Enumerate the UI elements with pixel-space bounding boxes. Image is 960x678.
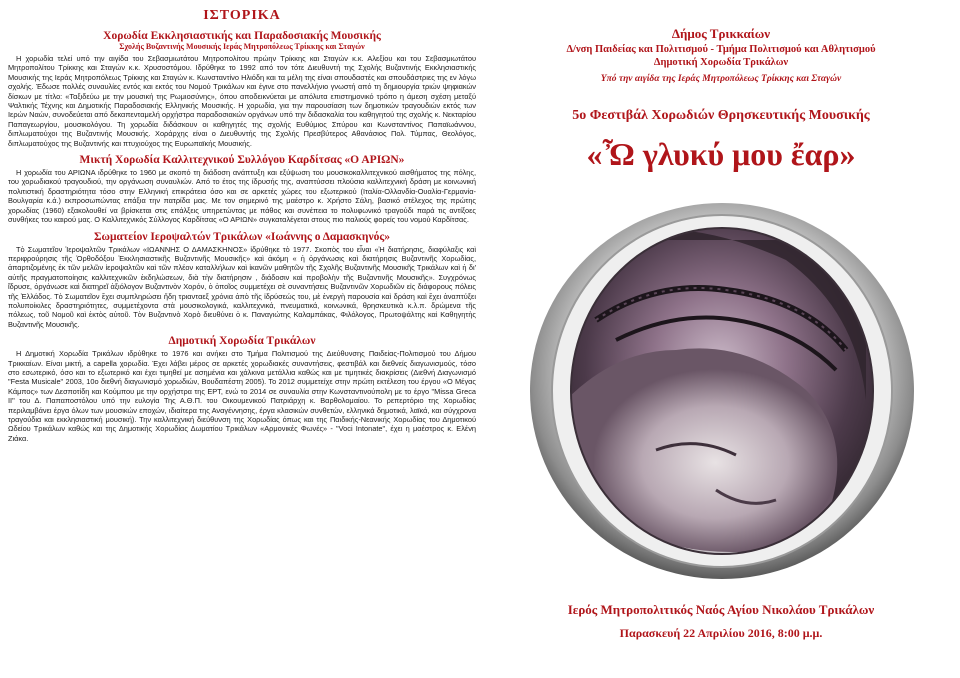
history-heading: ΙΣΤΟΡΙΚΑ (203, 8, 281, 23)
section-title: Μικτή Χορωδία Καλλιτεχνικού Συλλόγου Καρδίτσας «Ο ΑΡΙΩΝ» (79, 154, 405, 167)
history-column (8, 8, 476, 668)
auspices-line: Υπό την αιγίδα της Ιεράς Μητροπόλεως Τρίκκης και Σταγών (600, 74, 842, 84)
section-text: Η Δημοτική Χορωδία Τρικάλων ιδρύθηκε το 1976 και ανήκει στο Τμήμα Πολιτισμού της Διεύθυνσης Παιδείας-Πολιτισμού του Δήμου Τρικκαίων. Είναι μικτή, a capella χορωδία. Έχει λάβει μέρος σε αρκετές χορωδιακές συναντήσεις, φεστιβάλ και διεθνείς διαγωνισμούς, τόσο στο εσωτερικό, όσο και το εξωτερικό και έχει τιμηθεί με ασημένια και χάλκινα μετάλλια καθώς και με τιμητικές διακρίσεις (Διεθνή Διαγωνισμό "Festa Musicale" 2003, 10ο διεθνή διαγωνισμό χορωδιών, Βουδαπέστη 2005). Το 2012 συμμετείχε στην πρώτη εκτέλεση του έργου «Ο Μέγας Κάμπος» των Δεσποτίδη και Κούμπου με την ορχήστρα της ΕΡΤ, ενώ το 2014 σε συναυλία στην Κωνσταντινούπολη με το έργο "Missa Greca II" του Δ. Παπαποστόλου υπό την ευλογία Της Α.Θ.Π. του Οικουμενικού Πατριάρχη κ. Βαρθολομαίου. Το ρεπερτόριο της Χορωδίας περιλαμβάνει έργα όλων των μουσικών εποχών, ιδιαίτερα της Αναγέννησης, έργα κλασικών συνθετών, ελληνικά δημοτικά, λαϊκά, και σύγχρονα τραγούδια και εκκλησιαστική μουσική). Την καλλιτεχνική διεύθυνση της Χορωδίας όπως και της Παιδικής-Νεανικής Χορωδίας του Δημοτικού Ωδείου Τρικάλων καθώς και της Δημοτικής Χορωδίας Δωματίου Τρικάλων «Αρμονικές Φωνές» - "Voci Intonate", έχει η μαέστρος κ. Ελένη Ζιάκα. (8, 349, 476, 443)
section-psaltes-choir (8, 231, 476, 330)
section-text: Η χορωδία τελεί υπό την αιγίδα του Σεβασμιωτάτου Μητροπολίτου πρώην Τρίκκης και Σταγών κ.κ. Αλεξίου και του Σεβασμιωτάτου Μητροπολίτου Τρίκκης και Σταγών κ.κ. Χρυσοστόμου. Ιδρύθηκε το 1992 από τον τότε Διευθυντή της Σχολής Βυζαντινής Εκκλησιαστικής Μουσικής της Ιεράς Μητροπόλεως Τρίκκης και Σταγών κ. Κωνσταντίνο Ηλιόδη και τα μέλη της είναι σπουδαστές και σπουδάστριες της εν λόγω σχολής. Έδωσε πολλές συναυλίες εντός και εκτός του Νομού Τρικάλων και έγινε στο πανελλήνιο γνωστή από τη δημιουργία τριών ψηφιακών δίσκων με τίτλο: «Ταξιδεύω με την μουσική της Ρωμιοσύνης», όπου αποδεικνύεται με απόλυτα επιστημονικό τρόπο η άμεση σχέση μεταξύ Ψαλτικής Τέχνης και Δημοτικής Παραδοσιακής Ελληνικής Μουσικής. Η χορωδία, για την παρουσίαση των δημοτικών τραγουδιών εκτός των Ιερών Ναών, συνοδεύεται από δεκαπενταμελή ορχήστρα παραδοσιακών οργάνων υπό την διδασκαλία του καθηγητού της σχολής κ. Νεκταρίου Παπαγεωργίου, μουσικολόγου. Τη χορωδία διδάσκουν οι καθηγητές της σχολής Ευθύμιος Σπύρου και Κωνσταντίνος Παπαϊωάννου, διπλωματούχοι της Βυζαντινής Μουσικής. Χοράρχης είναι ο Διευθυντής της Σχολής Πρεσβύτερος Αθανάσιος Πολ. Τύμπας, Θεολόγος, διπλωματούχος της Βυζαντινής και πτυχιούχος της Ευρωπαϊκής Μουσικής. (8, 54, 476, 148)
section-subtitle: Σχολής Βυζαντινής Μουσικής Ιεράς Μητροπόλεως Τρίκκης και Σταγών (119, 42, 365, 51)
choir-name: Δημοτική Χορωδία Τρικάλων (653, 57, 789, 68)
section-church-choir (8, 30, 476, 148)
section-title: Δημοτική Χορωδία Τρικάλων (168, 335, 316, 348)
venue-line: Ιερός Μητροπολιτικός Ναός Αγίου Νικολάου Τρικάλων (567, 602, 875, 617)
festival-motto: «Ὦ γλυκύ μου ἔαρ» (586, 136, 856, 172)
festival-title: 5ο Φεστιβάλ Χορωδιών Θρησκευτικής Μουσικής (572, 108, 870, 123)
section-text: Η χορωδία του ΑΡΙΩΝΑ ιδρύθηκε το 1960 με σκοπό τη διάδοση ανάπτυξη και εξύψωση του μουσικοκαλλιτεχνικού αισθήματος της πόλης, του χορωδιακού τραγουδιού, την οργάνωση συναυλιών. Από το έτος της ίδρυσής της, αναπτύσσει πλούσια καλλιτεχνική δράση με κοινωνική πολιτιστική δραστηριότητα τόσο στην Ελληνική επικράτεια όσο και σε αρκετές χώρες του εξωτερικού (Ιταλία-Ολλανδία-Ουαλία-Γερμανία-Βουλγαρία κ.ά.) εκπροσωπώντας επάξια την πατρίδα μας. Με τον σημερινό της μαέστρο κ. Χρήστο Σάλη, βασικό στέλεχος της πρώτης χορωδίας (1960) εξακολουθεί να βρίσκεται στις επάλξεις υπηρετώντας με πάθος και συνέπεια το πολυφωνικό τραγούδι παρά τις αντίξοες συνθήκες του καιρού μας. Ο Καλλιτεχνικός Σύλλογος Καρδίτσας «Ο ΑΡΙΩΝ» συγκαταλέγεται στους πιο παλιούς φορείς του νομού Καρδίτσας. (8, 168, 476, 225)
christ-icon-image (526, 200, 918, 582)
section-title: Σωματείον Ιεροψαλτών Τρικάλων «Ιωάννης ο Δαμασκηνός» (94, 230, 390, 243)
section-municipal-choir (8, 335, 476, 443)
poster-column (490, 8, 952, 668)
section-arion-choir (8, 154, 476, 224)
section-text: Τὸ Σωματεῖον Ἱεροψαλτῶν Τρικάλων «ΙΩΑΝΝΗΣ Ο ΔΑΜΑΣΚΗΝΟΣ» ἱδρύθηκε τὸ 1977. Σκοπὸς του εἶναι «Ἡ διατήρησις, διαφύλαξις καὶ περιφρούρησις τῆς Ὀρθοδόξου Ἐκκλησιαστικῆς Βυζαντινῆς Μουσικῆς» καὶ ἀκόμη « ἡ ὀργάνωσις καὶ διατήρησις Βυζαντινῆς Χορωδίας, ἀπαρτιζομένης ἐκ τῶν μελῶν ἱεροψαλτῶν καὶ τῶν πλέον καταλλήλων καὶ ἱκανῶν μαθητῶν τῆς Σχολῆς Βυζαντινῆς Μουσικῆς Τρικάλων καὶ ἡ δι' αὐτῆς πραγματοποίησις καλλιτεχνικῶν ἐκδηλώσεων, διὰ τὴν διατήρησιν , διάδοσιν καὶ προβολὴν τῆς Βυζαντινῆς Μουσικῆς». Συγχρόνως ἵδρυσε, ὀργάνωσε καὶ διατηρεῖ ἀξιόλογον Βυζαντινὸν Χορόν, ὁ ὁποῖος συμμετέχει σὲ συναντήσεις Βυζαντινῶν Χορωδιῶν εἰς διάφορους πόλεις τῆς Ἑλλάδος. Τὸ Σωματεῖον ἔχει συμπληρώσει ἤδη τριανταεξ χρόνια ἀπὸ τῆς ἱδρύσεώς του, μὲ ἐνεργὴ παρουσία καὶ δράση καὶ ἔχει ἀναπτύξει πολυποίκιλες δραστηριότητες, συμμετέχοντα στὰ μουσικολογικά, καλλιτεχνικά, πνευματικά, κοινωνικά, θρησκευτικὰ κ.λ.π. δρώμενα τῆς πόλεως, τοῦ Νομοῦ καὶ ἐκτὸς αὐτοῦ. Τὸν Βυζαντινὸ Χορὸ διευθύνει ὁ κ. Παναγιώτης Καλαμπάκας, Φιλόλογος, Πρωτοψάλτης καὶ Καθηγητὴς Βυζαντινῆς Μουσικῆς. (8, 244, 476, 329)
section-title: Χορωδία Εκκλησιαστικής και Παραδοσιακής Μουσικής (103, 30, 381, 42)
directorate-name: Δ/νση Παιδείας και Πολιτισμού - Τμήμα Πολιτισμού και Αθλητισμού (566, 44, 876, 55)
municipality-name: Δήμος Τρικκαίων (671, 26, 771, 41)
oval-frame-image (526, 200, 918, 582)
event-date: Παρασκευή 22 Απριλίου 2016, 8:00 μ.μ. (619, 626, 823, 640)
